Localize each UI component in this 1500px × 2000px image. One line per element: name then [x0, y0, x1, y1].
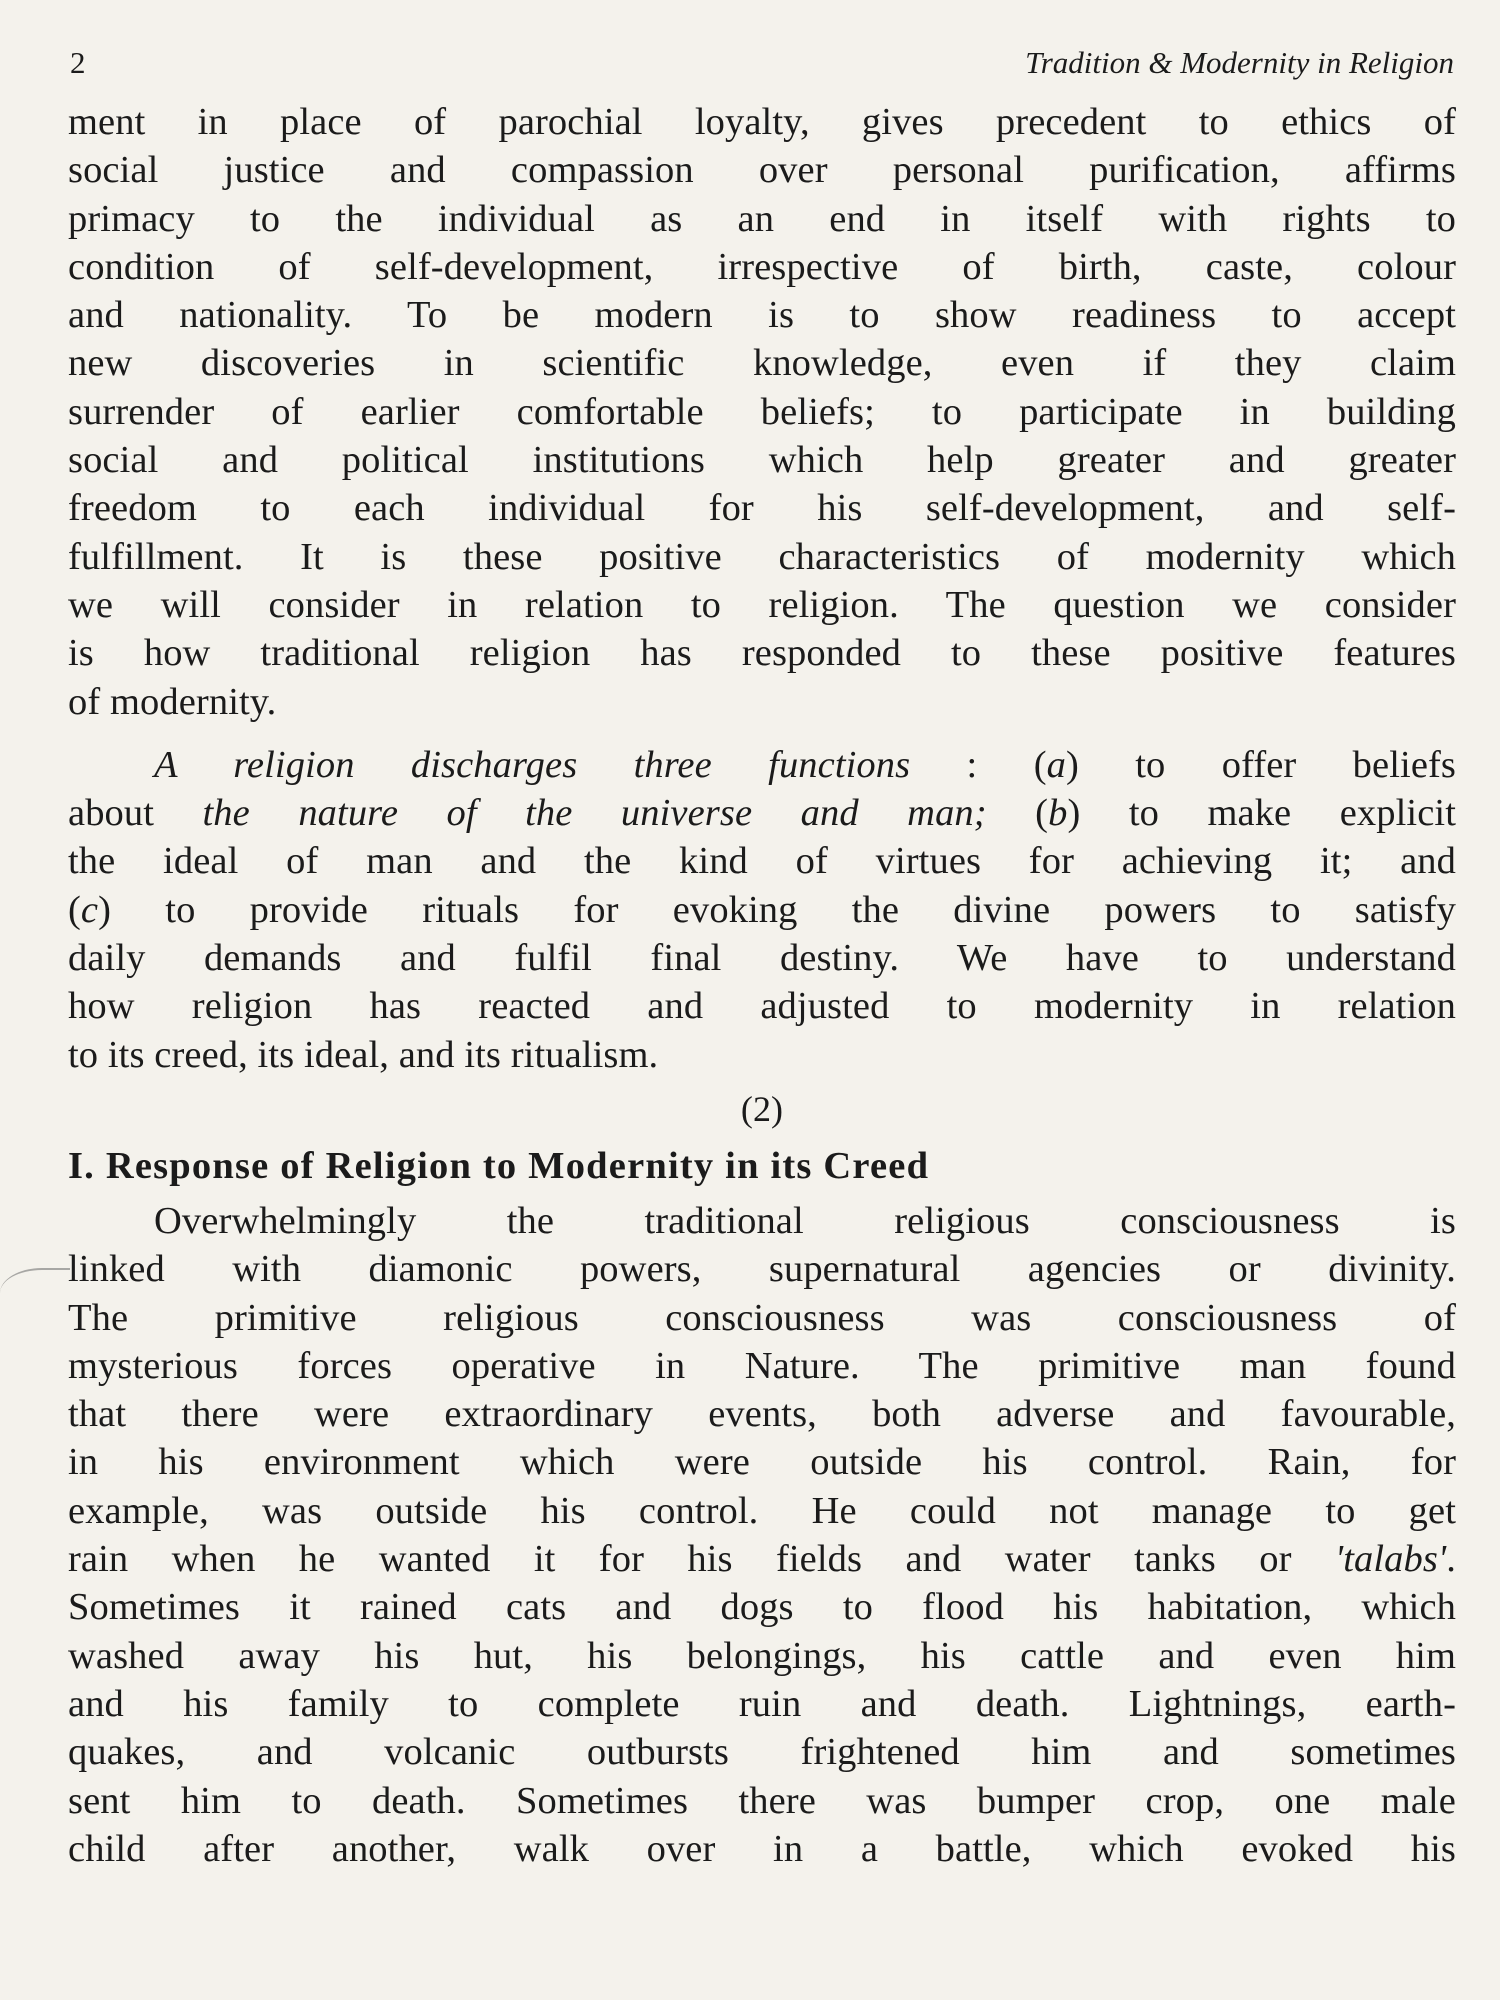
text-line: social justice and compassion over personal purification, affirms — [68, 149, 1456, 192]
text-line: daily demands and fulfil final destiny. We have to understand — [68, 937, 1456, 980]
running-title: Tradition & Modernity in Religion — [1025, 45, 1454, 80]
text-fragment: ) to provide rituals for evoking the divine powers to satisfy — [98, 888, 1456, 931]
text-fragment: ) to offer beliefs — [1065, 743, 1456, 786]
text-line: and his family to complete ruin and death. Lightnings, earth- — [68, 1682, 1456, 1725]
text-line: in his environment which were outside his control. Rain, for — [68, 1441, 1456, 1484]
text-line: example, was outside his control. He could not manage to get — [68, 1489, 1456, 1532]
emphasis-text: 'talabs' — [1334, 1538, 1447, 1581]
text-line: that there were extraordinary events, both adverse and favourable, — [68, 1393, 1456, 1436]
section-heading: I. Response of Religion to Modernity in its Creed — [68, 1144, 930, 1187]
body-text — [68, 98, 1456, 1873]
paragraph-1 — [68, 98, 1456, 726]
text-line: is how traditional religion has responded to these positive features — [68, 632, 1456, 675]
page-number: 2 — [70, 45, 86, 80]
text-line — [68, 886, 1456, 934]
text-line: condition of self-development, irrespective of birth, caste, colour — [68, 245, 1456, 288]
text-line: primacy to the individual as an end in itself with rights to — [68, 197, 1456, 240]
text-line — [68, 1535, 1456, 1583]
text-line: we will consider in relation to religion. The question we consider — [68, 583, 1456, 626]
text-line: social and political institutions which help greater and greater — [68, 439, 1456, 482]
text-line: mysterious forces operative in Nature. The primitive man found — [68, 1344, 1456, 1387]
text-line: fulfillment. It is these positive characteristics of modernity which — [68, 535, 1456, 578]
text-line: and nationality. To be modern is to show readiness to accept — [68, 294, 1456, 337]
emphasis-text: A religion discharges three functions — [154, 743, 911, 786]
running-head — [68, 38, 1456, 88]
list-marker: c — [80, 888, 99, 931]
emphasis-text: the nature of the universe and man; — [202, 792, 987, 835]
list-marker: a — [1046, 743, 1066, 786]
text-fragment: ( — [68, 888, 81, 931]
text-line — [68, 789, 1456, 837]
text-line — [68, 741, 1456, 789]
text-line: of modernity. — [68, 680, 277, 723]
paragraph-3 — [68, 1197, 1456, 1873]
text-line: how religion has reacted and adjusted to modernity in relation — [68, 985, 1456, 1028]
text-line: quakes, and volcanic outbursts frightened him and sometimes — [68, 1731, 1456, 1774]
text-line: Overwhelmingly the traditional religious consciousness is — [154, 1199, 1456, 1242]
text-line: linked with diamonic powers, supernatural agencies or divinity. — [68, 1248, 1456, 1291]
text-line: surrender of earlier comfortable beliefs; to participate in building — [68, 390, 1456, 433]
paragraph-2 — [68, 741, 1456, 1079]
text-line: The primitive religious consciousness was consciousness of — [68, 1296, 1456, 1339]
text-line: ment in place of parochial loyalty, gives precedent to ethics of — [68, 101, 1456, 143]
text-fragment: . — [1446, 1538, 1456, 1581]
section-number: (2) — [740, 1088, 784, 1129]
text-fragment: about — [68, 792, 203, 835]
text-fragment: : ( — [910, 743, 1047, 786]
text-line: sent him to death. Sometimes there was bumper crop, one male — [68, 1779, 1456, 1822]
text-line: the ideal of man and the kind of virtues for achieving it; and — [68, 840, 1456, 883]
text-line: to its creed, its ideal, and its ritualism. — [68, 1033, 659, 1076]
text-line: freedom to each individual for his self-development, and self- — [68, 487, 1456, 530]
text-line: Sometimes it rained cats and dogs to flood his habitation, which — [68, 1586, 1456, 1629]
text-fragment: ) to make explicit — [1067, 792, 1456, 835]
text-fragment: rain when he wanted it for his fields and water tanks or — [68, 1538, 1335, 1581]
text-line: new discoveries in scientific knowledge, even if they claim — [68, 342, 1456, 385]
text-line: child after another, walk over in a battle, which evoked his — [68, 1827, 1456, 1870]
text-line: washed away his hut, his belongings, his cattle and even him — [68, 1634, 1456, 1677]
text-fragment: ( — [986, 792, 1049, 835]
list-marker: b — [1048, 792, 1068, 835]
